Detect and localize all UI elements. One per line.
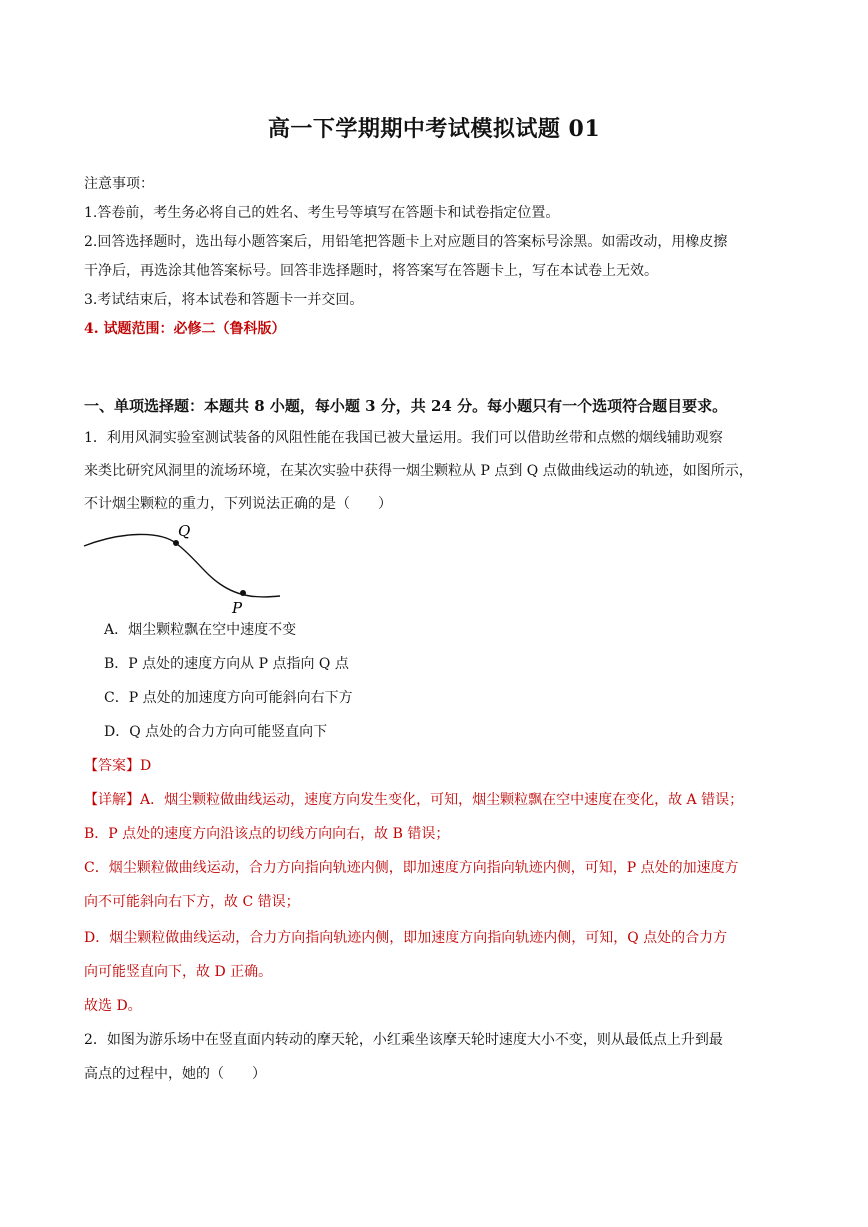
exam-scope: 4. 试题范围：必修二（鲁科版） bbox=[84, 321, 286, 337]
explanation-line: 故选 D。 bbox=[84, 998, 142, 1014]
explanation-line: C．烟尘颗粒做曲线运动，合力方向指向轨迹内侧，即加速度方向指向轨迹内侧，可知，P 点处的加速度方 bbox=[84, 860, 739, 876]
page-title: 高一下学期期中考试模拟试题 01 bbox=[267, 116, 601, 142]
notice-item: 2.回答选择题时，选出每小题答案后，用铅笔把答题卡上对应题目的答案标号涂黑。如需改动，用橡皮擦 bbox=[84, 234, 728, 250]
notice-heading: 注意事项： bbox=[84, 176, 154, 192]
question-2-text: 2．如图为游乐场中在竖直面内转动的摩天轮，小红乘坐该摩天轮时速度大小不变，则从最低点上升到最 bbox=[84, 1032, 723, 1048]
explanation-line: 向不可能斜向右下方，故 C 错误； bbox=[84, 894, 300, 910]
point-q bbox=[173, 540, 179, 546]
question-1-text: 1．利用风洞实验室测试装备的风阻性能在我国已被大量运用。我们可以借助丝带和点燃的烟线辅助观察 bbox=[84, 430, 723, 446]
notice-item: 1.答卷前，考生务必将自己的姓名、考生号等填写在答题卡和试卷指定位置。 bbox=[84, 205, 560, 221]
point-p bbox=[240, 590, 246, 596]
explanation-line: B．P 点处的速度方向沿该点的切线方向向右，故 B 错误； bbox=[84, 826, 450, 842]
question-1-text: 不计烟尘颗粒的重力，下列说法正确的是（ ） bbox=[84, 496, 392, 512]
question-2-text: 高点的过程中，她的（ ） bbox=[84, 1066, 266, 1082]
section-heading: 一、单项选择题：本题共 8 小题，每小题 3 分，共 24 分。每小题只有一个选项符合题目要求。 bbox=[84, 397, 728, 415]
option-a: A．烟尘颗粒飘在空中速度不变 bbox=[104, 622, 297, 638]
notice-item: 干净后，再选涂其他答案标号。回答非选择题时，将答案写在答题卡上，写在本试卷上无效。 bbox=[84, 263, 658, 279]
option-d: D．Q 点处的合力方向可能竖直向下 bbox=[104, 724, 328, 740]
question-1-text: 来类比研究风洞里的流场环境，在某次实验中获得一烟尘颗粒从 P 点到 Q 点做曲线运动的轨迹，如图所示， bbox=[84, 463, 753, 479]
option-c: C．P 点处的加速度方向可能斜向右下方 bbox=[104, 690, 353, 706]
label-q: Q bbox=[178, 522, 191, 540]
trajectory-figure bbox=[80, 518, 290, 618]
explanation-line: D．烟尘颗粒做曲线运动，合力方向指向轨迹内侧，即加速度方向指向轨迹内侧，可知，Q 点处的合力方 bbox=[84, 930, 728, 946]
explanation-line: 向可能竖直向下，故 D 正确。 bbox=[84, 964, 273, 980]
notice-item: 3.考试结束后，将本试卷和答题卡一并交回。 bbox=[84, 292, 364, 308]
answer: 【答案】D bbox=[84, 758, 152, 774]
trajectory-curve bbox=[84, 534, 280, 597]
option-b: B．P 点处的速度方向从 P 点指向 Q 点 bbox=[104, 656, 349, 672]
label-p: P bbox=[232, 599, 243, 617]
explanation-line: 【详解】A．烟尘颗粒做曲线运动，速度方向发生变化，可知，烟尘颗粒飘在空中速度在变化，故 A 错误； bbox=[84, 792, 744, 808]
